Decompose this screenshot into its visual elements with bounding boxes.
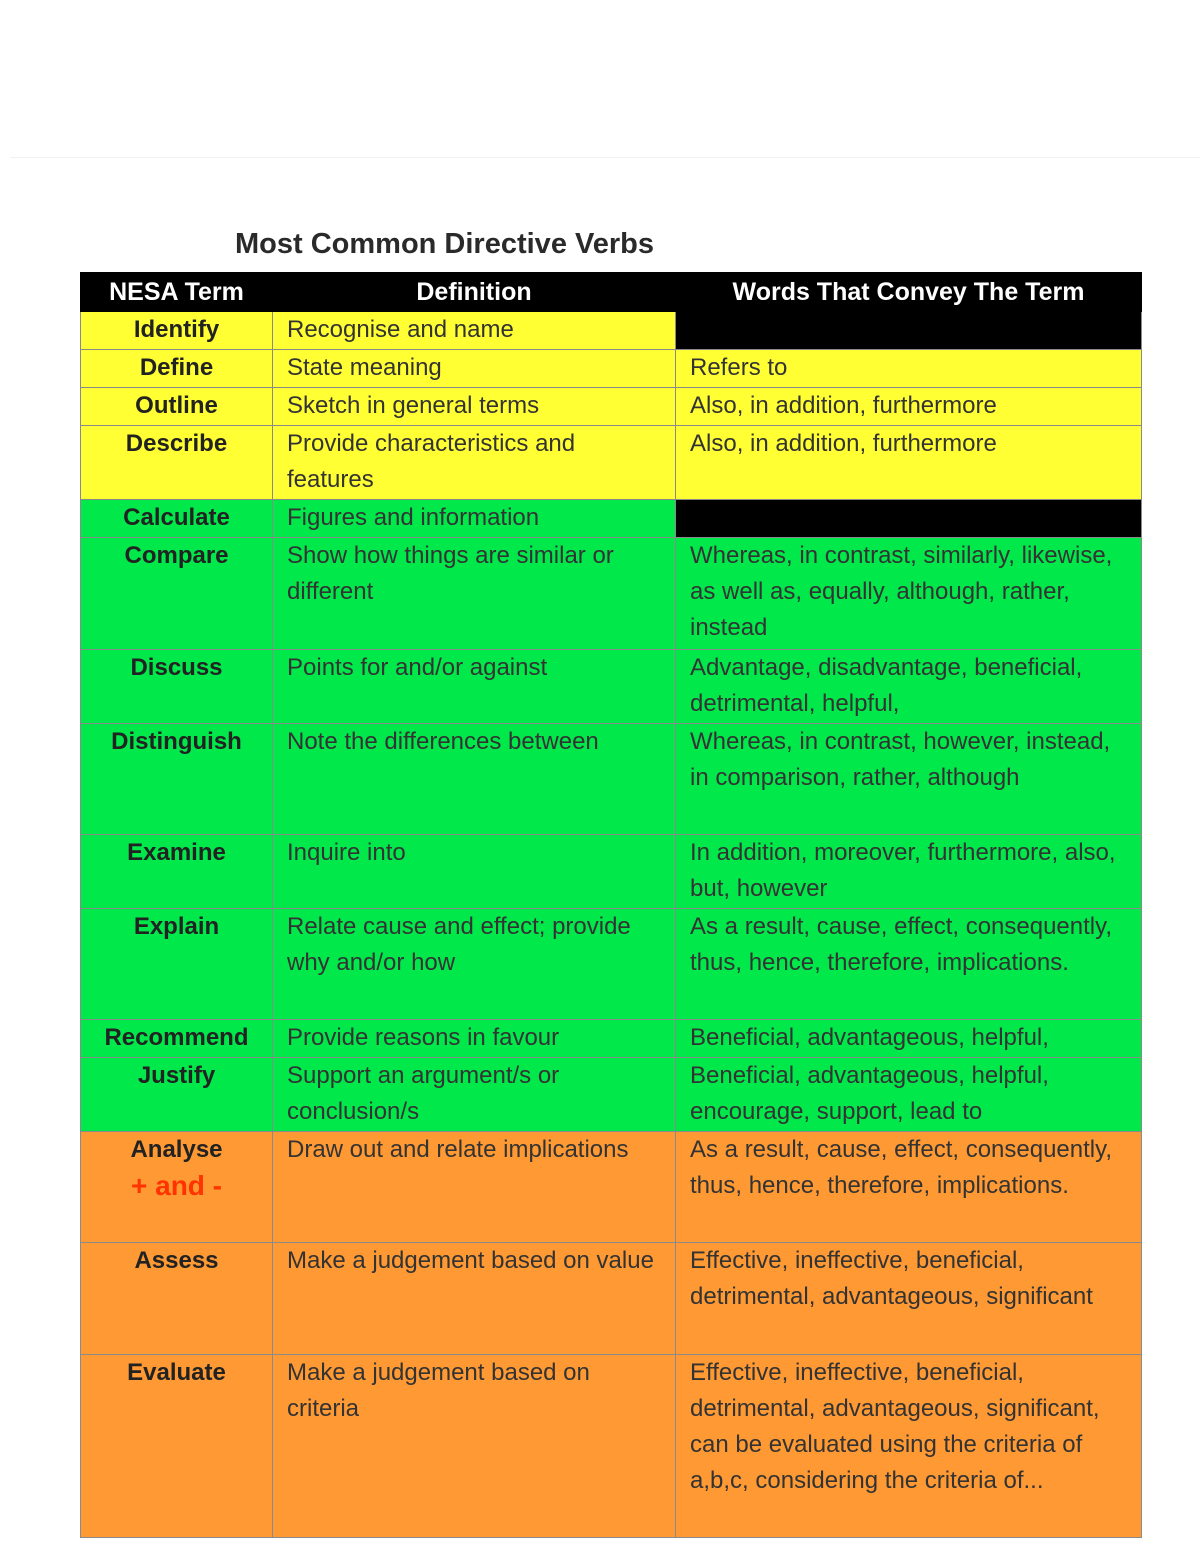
definition-cell: Draw out and relate implications [273,1132,676,1243]
words-cell: Whereas, in contrast, similarly, likewise, as well as, equally, although, rather, instead [676,538,1142,650]
directive-verbs-table [80,272,1142,1538]
term-cell: Define [81,350,273,388]
table-row [81,1355,1142,1538]
term-cell: Assess [81,1243,273,1355]
table-row [81,388,1142,426]
table-row [81,1058,1142,1132]
term-cell: Identify [81,312,273,350]
definition-cell: Show how things are similar or different [273,538,676,650]
definition-cell: Note the differences between [273,724,676,835]
table-row [81,538,1142,650]
table-row [81,426,1142,500]
words-cell: As a result, cause, effect, consequently, thus, hence, therefore, implications. [676,1132,1142,1243]
definition-cell: Relate cause and effect; provide why and/or how [273,909,676,1020]
words-cell: Advantage, disadvantage, beneficial, detrimental, helpful, [676,650,1142,724]
definition-cell: Points for and/or against [273,650,676,724]
words-cell: Whereas, in contrast, however, instead, in comparison, rather, although [676,724,1142,835]
definition-cell: Support an argument/s or conclusion/s [273,1058,676,1132]
words-cell [676,312,1142,350]
words-cell: Also, in addition, furthermore [676,426,1142,500]
plus-minus-note: + and - [130,1170,222,1201]
words-cell: As a result, cause, effect, consequently, thus, hence, therefore, implications. [676,909,1142,1020]
term-cell: Distinguish [81,724,273,835]
table-row [81,835,1142,909]
table-row [81,500,1142,538]
definition-cell: Inquire into [273,835,676,909]
header-words: Words That Convey The Term [676,273,1142,312]
definition-cell: Make a judgement based on value [273,1243,676,1355]
definition-cell: Provide characteristics and features [273,426,676,500]
header-nesa-term: NESA Term [81,273,273,312]
term-cell: Examine [81,835,273,909]
words-cell: Refers to [676,350,1142,388]
term-cell: Justify [81,1058,273,1132]
table-row [81,1243,1142,1355]
table-header-row [81,273,1142,312]
table-row [81,1020,1142,1058]
definition-cell: Sketch in general terms [273,388,676,426]
table-row [81,650,1142,724]
term-cell: Compare [81,538,273,650]
term-label: Analyse [130,1136,223,1163]
words-cell: Beneficial, advantageous, helpful, [676,1020,1142,1058]
table-row [81,909,1142,1020]
words-cell [676,500,1142,538]
term-cell: Evaluate [81,1355,273,1538]
term-cell: Discuss [81,650,273,724]
definition-cell: Provide reasons in favour [273,1020,676,1058]
definition-cell: State meaning [273,350,676,388]
definition-cell: Figures and information [273,500,676,538]
top-divider [10,157,1200,158]
definition-cell: Make a judgement based on criteria [273,1355,676,1538]
header-definition: Definition [273,273,676,312]
term-cell [81,1132,273,1243]
words-cell: Also, in addition, furthermore [676,388,1142,426]
term-cell: Explain [81,909,273,1020]
table-row [81,350,1142,388]
words-cell: Effective, ineffective, beneficial, detrimental, advantageous, significant, can be evaluated using the criteria of a,b,c, considering the criteria of... [676,1355,1142,1538]
table-row [81,724,1142,835]
words-cell: In addition, moreover, furthermore, also, but, however [676,835,1142,909]
page-title: Most Common Directive Verbs [235,228,654,260]
words-cell: Effective, ineffective, beneficial, detrimental, advantageous, significant [676,1243,1142,1355]
term-cell: Outline [81,388,273,426]
term-cell: Describe [81,426,273,500]
definition-cell: Recognise and name [273,312,676,350]
table-row [81,312,1142,350]
term-cell: Calculate [81,500,273,538]
words-cell: Beneficial, advantageous, helpful, encourage, support, lead to [676,1058,1142,1132]
table-row [81,1132,1142,1243]
term-cell: Recommend [81,1020,273,1058]
